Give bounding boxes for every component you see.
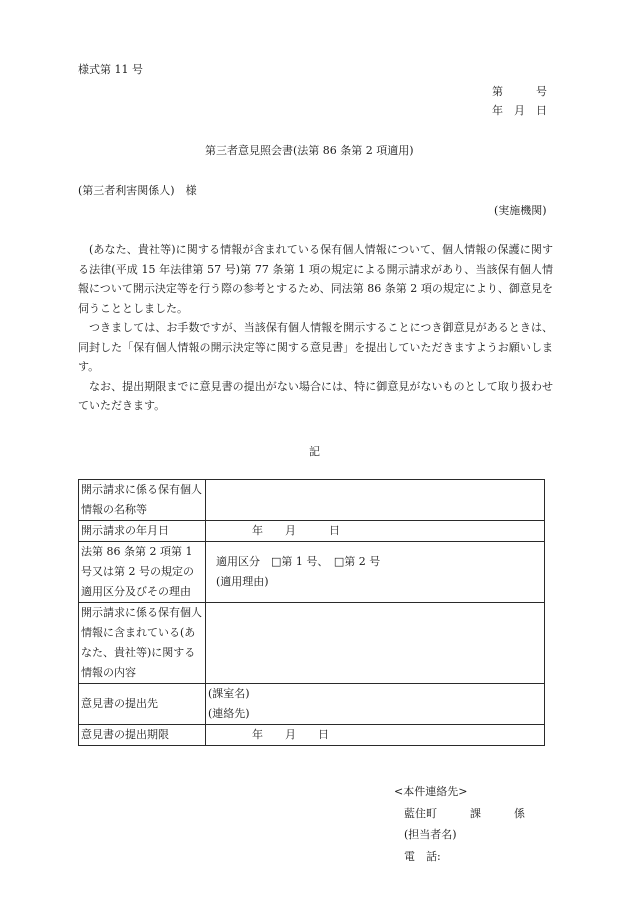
body-paragraph-2: つきましては、お手数ですが、当該保有個人情報を開示することにつき御意見があるときは、同封した「保有個人情報の開示決定等に関する意見書」を提出していただきますようお願いします。 — [78, 321, 553, 373]
body-paragraph-1: (あなた、貴社等)に関する情報が含まれている保有個人情報について、個人情報の保護に関する法律(平成 15 年法律第 57 号)第 77 条第 1 項の規定による開示請求があり、当該保有個人情報について開示決定等を行う際の参考とするため、同法第 86 条第 2 項の規定により、御意見を伺うこととしました。 — [78, 243, 553, 315]
category-options: 適用区分 □第 1 号、 □第 2 号 — [216, 555, 381, 568]
request-date-label: 開示請求の年月日 — [79, 521, 206, 542]
deadline-label: 意見書の提出期限 — [79, 725, 206, 746]
ki-heading: 記 — [309, 445, 320, 458]
table-row — [79, 480, 545, 521]
category-value — [206, 542, 545, 603]
name-label: 開示請求に係る保有個人情報の名称等 — [79, 480, 206, 521]
contact-person: (担当者名) — [404, 828, 457, 841]
addressee: (第三者利害関係人) 様 — [78, 184, 197, 197]
category-label: 法第 86 条第 2 項第 1 号又は第 2 号の規定の適用区分及びその理由 — [79, 542, 206, 603]
name-value — [206, 480, 545, 521]
deadline-value: 年 月 日 — [206, 725, 545, 746]
submission-to-value — [206, 684, 545, 725]
contact-heading: <本件連絡先> — [394, 785, 468, 798]
document-title: 第三者意見照会書(法第 86 条第 2 項適用) — [205, 144, 414, 157]
category-reason: (適用理由) — [216, 575, 269, 588]
form-number: 様式第 11 号 — [78, 63, 143, 76]
table-row — [79, 542, 545, 603]
body-text — [78, 240, 553, 416]
sender: (実施機関) — [494, 204, 547, 217]
table-row — [79, 725, 545, 746]
department-name: (課室名) — [208, 687, 250, 700]
body-paragraph-3: なお、提出期限までに意見書の提出がない場合には、特に御意見がないものとして取り扱わせていただきます。 — [78, 379, 553, 412]
info-content-label: 開示請求に係る保有個人情報に含まれている(あなた、貴社等)に関する情報の内容 — [79, 603, 206, 684]
request-date-value: 年 月 日 — [206, 521, 545, 542]
document-date: 年 月 日 — [492, 104, 547, 117]
contact-department: 藍住町 課 係 — [404, 806, 525, 820]
contact-phone: 電 話: — [404, 849, 441, 863]
contact-block — [394, 781, 525, 867]
table-row — [79, 521, 545, 542]
submission-to-label: 意見書の提出先 — [79, 684, 206, 725]
details-table — [78, 479, 545, 746]
document-number: 第 号 — [492, 85, 547, 98]
info-content-value — [206, 603, 545, 684]
table-row — [79, 684, 545, 725]
department-contact: (連絡先) — [208, 707, 250, 720]
table-row — [79, 603, 545, 684]
